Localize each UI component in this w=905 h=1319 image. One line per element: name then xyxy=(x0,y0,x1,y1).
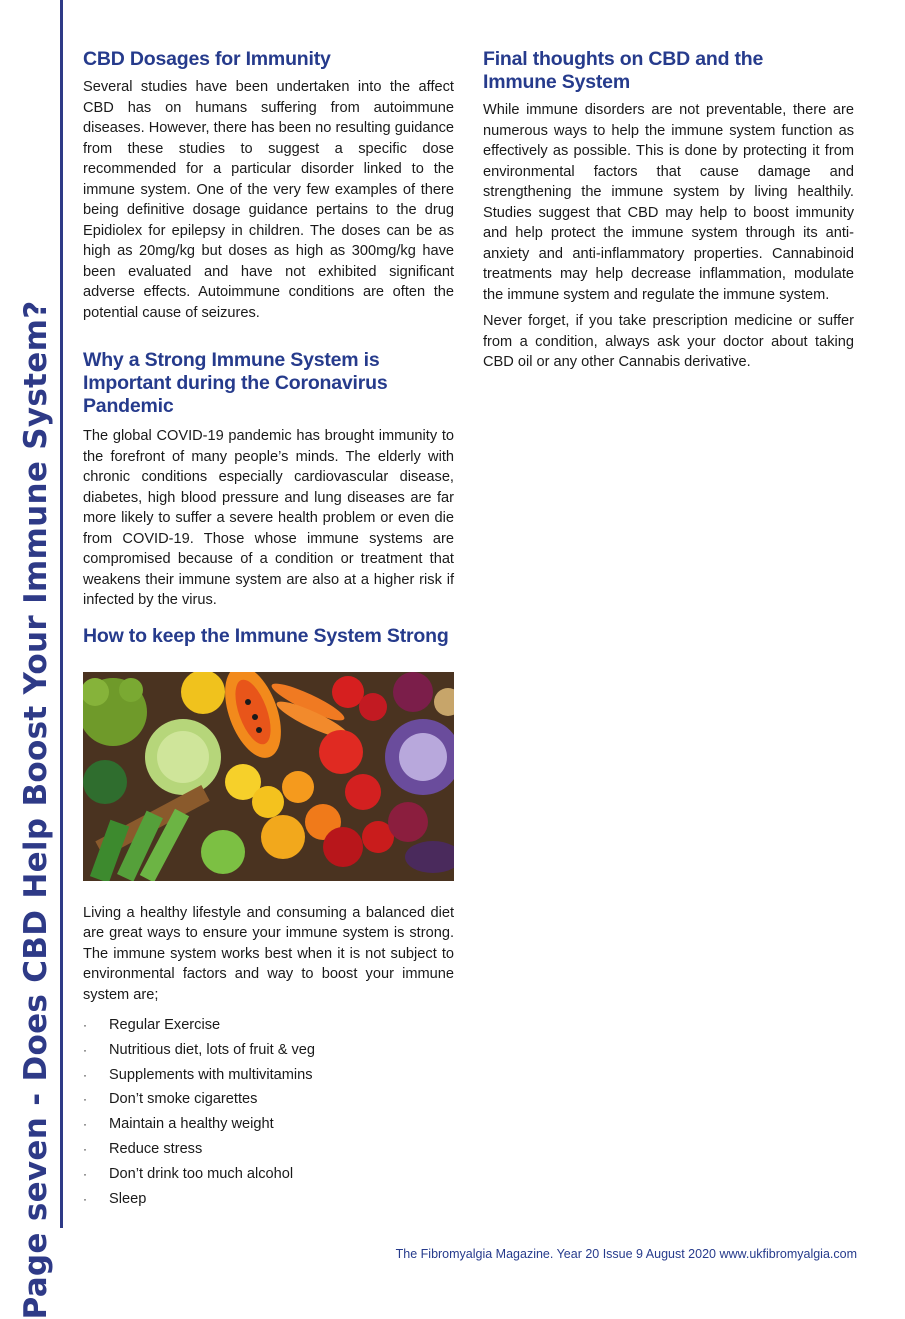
vegetables-illustration xyxy=(83,672,454,881)
bullet-marker: · xyxy=(83,1067,87,1082)
list-item: · Nutritious diet, lots of fruit & veg xyxy=(83,1038,454,1063)
right-column xyxy=(483,48,854,373)
list-item: · Don’t drink too much alcohol xyxy=(83,1162,454,1187)
list-item: · Maintain a healthy weight xyxy=(83,1112,454,1137)
bullet-marker: · xyxy=(83,1092,87,1107)
paragraph-final-thoughts: While immune disorders are not preventable, there are numerous ways to help the immune system function as effectively as possible. This is done by protecting it from environmental factors that cause damage and strengthening the immune system by living healthily. Studies suggest that CBD may help to boost immunity and help protect the immune system through its anti-anxiety and anti-inflammatory properties. Cannabinoid treatments may help decrease inflammation, modulate the immune system and regulate the immune system. xyxy=(483,102,854,303)
bullet-marker: · xyxy=(83,1191,87,1206)
page-footer: The Fibromyalgia Magazine. Year 20 Issue 9 August 2020 www.ukfibromyalgia.com xyxy=(395,1247,857,1261)
paragraph-covid: The global COVID-19 pandemic has brought immunity to the forefront of many people’s minds. The elderly with chronic conditions especially cardiovascular disease, diabetes, high blood pressure and lung diseases are far more likely to suffer a severe health problem or even die from COVID-19. Those whose immune systems are compromised because of a condition or treatment that weakens their immune system are also at a higher risk if infected by the virus. xyxy=(83,428,454,608)
heading-keep-immune-strong: How to keep the Immune System Strong xyxy=(83,624,449,647)
list-item: · Supplements with multivitamins xyxy=(83,1063,454,1088)
bullet-marker: · xyxy=(83,1141,87,1156)
vegetables-photo xyxy=(83,672,454,881)
paragraph-healthy-lifestyle: Living a healthy lifestyle and consuming a balanced diet are great ways to ensure your immune system is strong. The immune system works best when it is not subject to environmental factors and way to boost your immune system are; xyxy=(83,904,454,1003)
left-column xyxy=(83,48,454,1211)
bullet-marker: · xyxy=(83,1018,87,1032)
bullet-marker: · xyxy=(83,1117,87,1132)
vertical-rule xyxy=(60,0,63,1228)
list-item: · Don’t smoke cigarettes xyxy=(83,1087,454,1112)
bullet-marker: · xyxy=(83,1042,87,1057)
paragraph-cbd-dosages: Several studies have been undertaken into the affect CBD has on humans suffering from autoimmune diseases. However, there has been no resulting guidance from these studies to suggest a specific dose recommended for a particular disorder linked to the immune system. One of the very few examples of there being definitive dosage guidance pertains to the drug Epidiolex for epilepsy in children. The doses can be as high as 20mg/kg but doses as high as 300mg/kg have been evaluated and have not exhibited significant adverse effects. Autoimmune conditions are often the potential cause of seizures. xyxy=(83,79,454,321)
heading-final-thoughts: Final thoughts on CBD and the Immune System xyxy=(483,48,764,93)
heading-cbd-dosages: CBD Dosages for Immunity xyxy=(83,48,331,70)
immune-tips-list xyxy=(83,1013,454,1211)
bullet-marker: · xyxy=(83,1166,87,1181)
list-item: · Sleep xyxy=(83,1187,454,1212)
heading-strong-immune-system: Why a Strong Immune System is Important during the Coronavirus Pandemic xyxy=(83,349,388,417)
side-page-title: Page seven - Does CBD Help Boost Your Immune System? xyxy=(18,300,54,1319)
list-item: · Regular Exercise xyxy=(83,1013,454,1038)
paragraph-ask-doctor: Never forget, if you take prescription medicine or suffer from a condition, always ask your doctor about taking CBD oil or any other Cannabis derivative. xyxy=(483,313,854,370)
list-item: · Reduce stress xyxy=(83,1137,454,1162)
